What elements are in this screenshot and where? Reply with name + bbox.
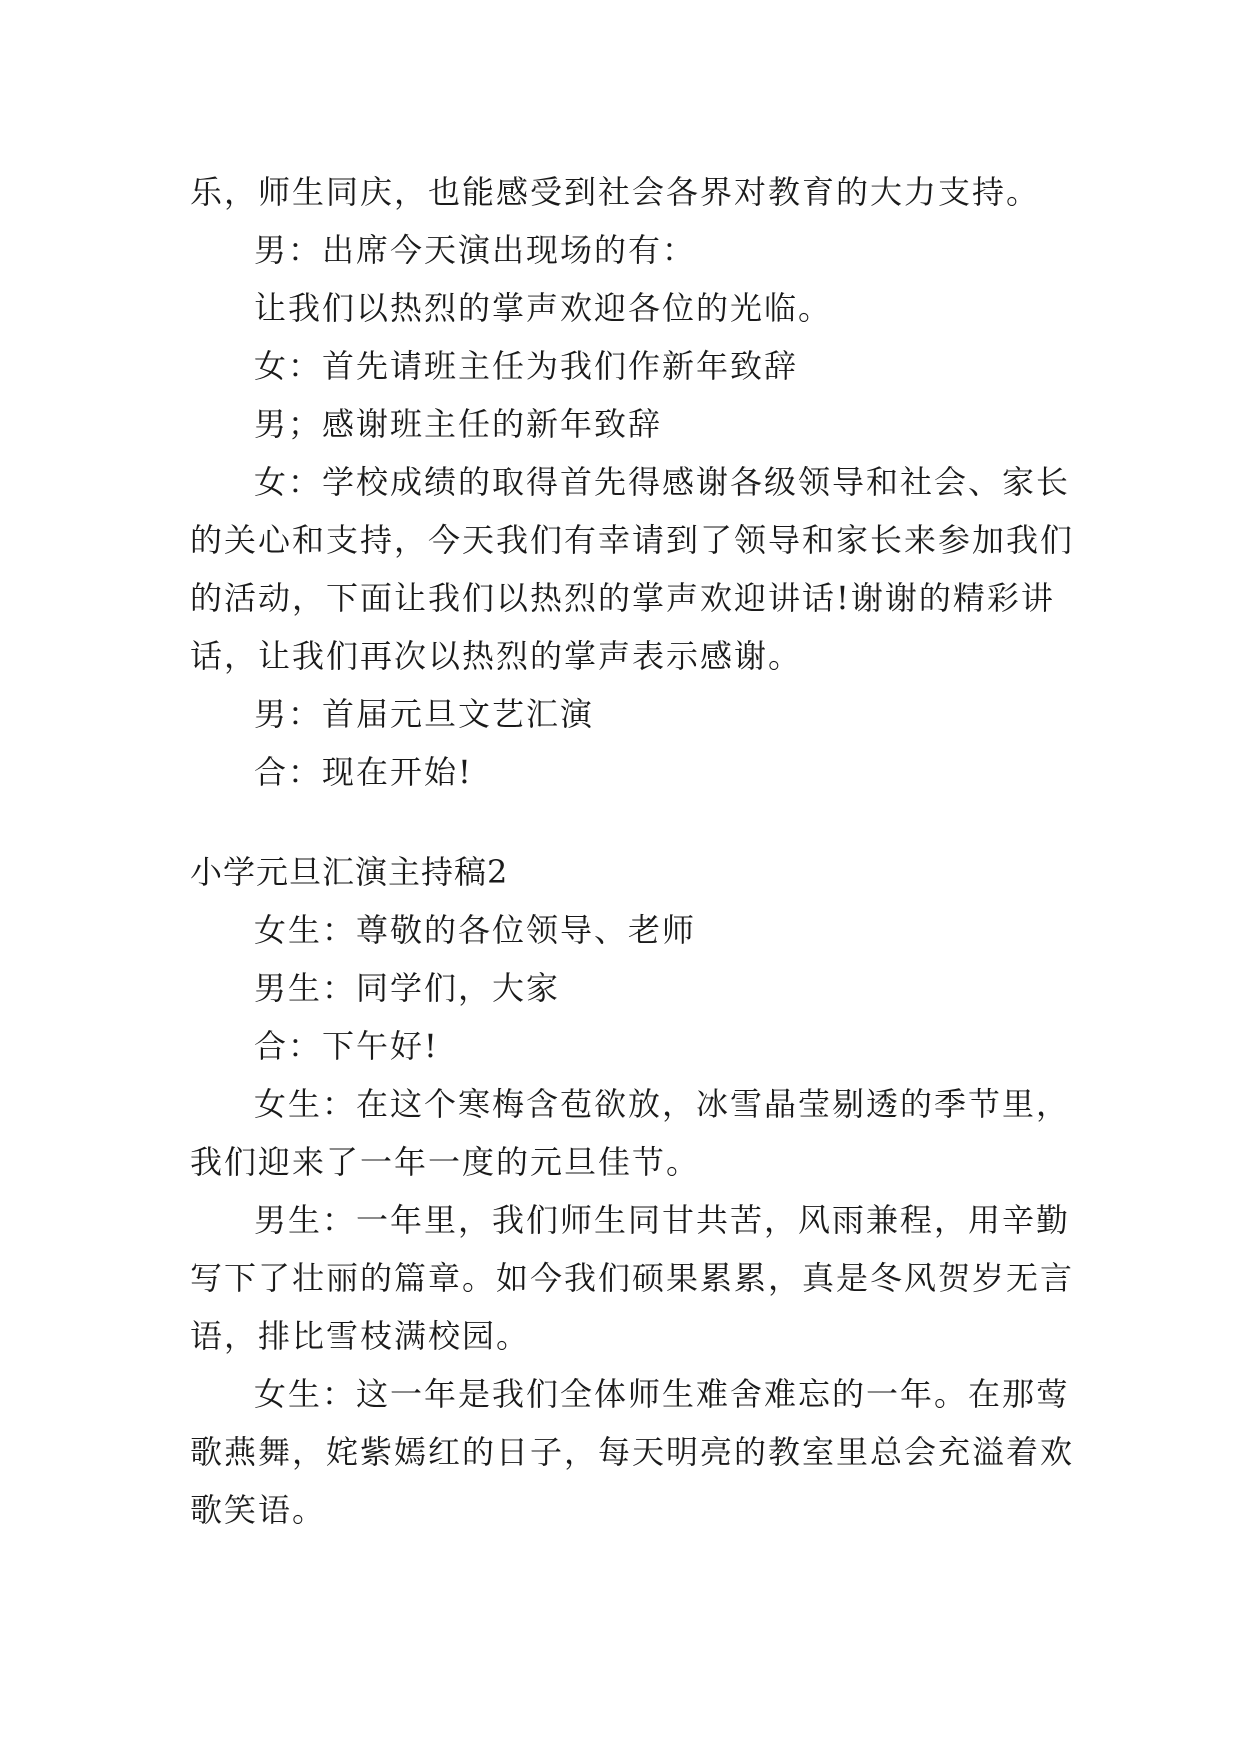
paragraph-line: 男；感谢班主任的新年致辞	[254, 405, 663, 443]
paragraph-line: 女：首先请班主任为我们作新年致辞	[254, 347, 799, 385]
paragraph-line: 乐，师生同庆，也能感受到社会各界对教育的大力支持。	[190, 173, 1041, 211]
paragraph-line: 话，让我们再次以热烈的掌声表示感谢。	[190, 637, 803, 675]
paragraph-line: 让我们以热烈的掌声欢迎各位的光临。	[254, 289, 833, 327]
paragraph-line: 歌燕舞，姹紫嫣红的日子，每天明亮的教室里总会充溢着欢	[190, 1433, 1075, 1471]
paragraph-line: 我们迎来了一年一度的元旦佳节。	[190, 1143, 701, 1181]
section-spacer	[190, 801, 1070, 843]
paragraph-line: 女生：这一年是我们全体师生难舍难忘的一年。在那莺	[254, 1375, 1071, 1413]
paragraph-line: 男生：一年里，我们师生同甘共苦，风雨兼程，用辛勤	[254, 1201, 1071, 1239]
paragraph-line: 的活动，下面让我们以热烈的掌声欢迎讲话!谢谢的精彩讲	[190, 579, 1055, 617]
paragraph-line: 合：下午好!	[254, 1027, 439, 1065]
paragraph-line: 男：出席今天演出现场的有：	[254, 231, 697, 269]
document-body	[190, 163, 1075, 1539]
paragraph-line: 女生：在这个寒梅含苞欲放，冰雪晶莹剔透的季节里，	[254, 1085, 1071, 1123]
paragraph-line: 女生：尊敬的各位领导、老师	[254, 911, 697, 949]
paragraph-line: 男生：同学们，大家	[254, 969, 561, 1007]
paragraph-line: 歌笑语。	[190, 1491, 327, 1529]
paragraph-line: 写下了壮丽的篇章。如今我们硕果累累，真是冬风贺岁无言	[190, 1259, 1075, 1297]
paragraph-line: 女：学校成绩的取得首先得感谢各级领导和社会、家长	[254, 463, 1071, 501]
paragraph-line: 语，排比雪枝满校园。	[190, 1317, 531, 1355]
paragraph-line: 的关心和支持，今天我们有幸请到了领导和家长来参加我们	[190, 521, 1075, 559]
section-heading: 小学元旦汇演主持稿2	[190, 853, 509, 891]
paragraph-line: 男：首届元旦文艺汇演	[254, 695, 595, 733]
paragraph-line: 合：现在开始!	[254, 753, 473, 791]
